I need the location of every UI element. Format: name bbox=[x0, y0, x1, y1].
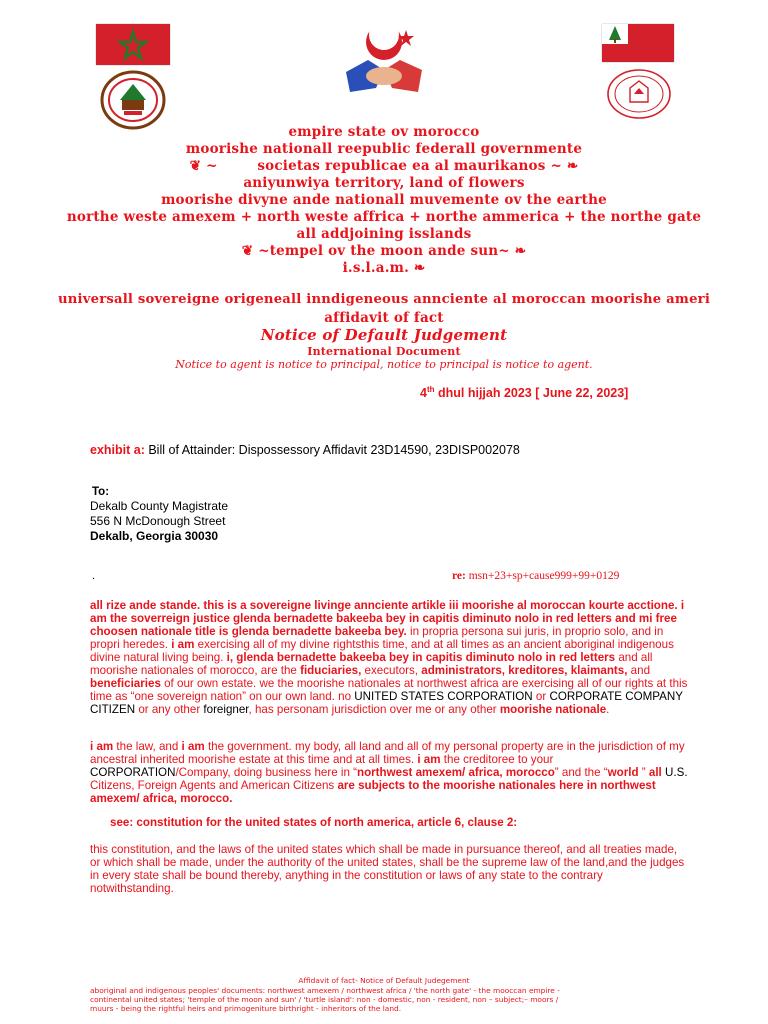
p1-b7: moorishe nationale bbox=[496, 703, 607, 716]
address-line-3: Dekalb, Georgia 30030 bbox=[90, 529, 219, 543]
p1-b1: all rize ande stande. this is a sovereigne livinge annciente artikle iii moorishe al moroccan kourte acctione. i am the soverreign justice glenda bernadette bakeeba bey in capitis diminuto nolo in red letters and mi free choosen nationale title is glenda bernadette bakeeba bey. bbox=[90, 599, 685, 638]
re-dot: . bbox=[92, 570, 96, 582]
footer-title: Affidavit of fact- Notice of Default Judegement bbox=[298, 976, 470, 985]
p1-b6: beneficiaries bbox=[90, 677, 161, 690]
p1-n4: executors, bbox=[361, 664, 419, 677]
footer-line-1: aboriginal and indigenous peoples' documents: northwest amexem / northwest africa / 'the north gate' - the mooccan empire - bbox=[90, 986, 560, 995]
p1-n5: and bbox=[627, 664, 651, 677]
header-line-7: all addjoining isslands bbox=[296, 226, 472, 242]
p1-k1: UNITED STATES CORPORATION bbox=[354, 690, 533, 703]
p2-b2: i am bbox=[181, 740, 205, 753]
header-line-2: moorishe nationall reepublic federall governmente bbox=[185, 141, 583, 157]
address-line-1: Dekalb County Magistrate bbox=[90, 499, 229, 513]
p1-n9: , has personam jurisdiction over me or any other bbox=[248, 703, 497, 716]
p2-k1: CORPORATION bbox=[90, 766, 176, 779]
tangier-flag bbox=[602, 24, 674, 62]
footer-line-3: muurs - being the rightful heirs and primogeniture birthright - inheritors of the land. bbox=[90, 1004, 402, 1013]
address-line-2: 556 N McDonough Street bbox=[90, 514, 226, 528]
see-constitution: see: constitution for the united states of north america, article 6, clause 2: bbox=[110, 816, 518, 829]
exhibit-label: exhibit a: bbox=[90, 443, 145, 457]
date-day: 4 bbox=[420, 386, 427, 401]
crescent-handshake-emblem bbox=[338, 20, 430, 98]
exhibit-line bbox=[90, 443, 520, 457]
tempel-text: ~tempel ov the moon ande sun~ bbox=[258, 243, 510, 259]
paragraph-2 bbox=[90, 740, 688, 805]
p1-n2: exercising all of my divine rightsthis time, and at all times as an ancient aboriginal indigenous divine natural living being. bbox=[90, 638, 674, 664]
sovereign-line: universall sovereigne origeneall inndigeneous annciente al moroccan moorishe ameri bbox=[57, 292, 711, 307]
left-seal bbox=[100, 70, 166, 130]
p1-b4: fiduciaries, bbox=[296, 664, 362, 677]
p2-b3: i am bbox=[414, 753, 441, 766]
p2-n1: the law, and bbox=[113, 740, 182, 753]
p1-n10: . bbox=[606, 703, 610, 716]
ornament-left: ❦ ~ bbox=[189, 158, 218, 174]
morocco-flag bbox=[96, 24, 170, 65]
p2-b1: i am bbox=[90, 740, 114, 753]
re-line bbox=[452, 570, 619, 582]
p1-n8: or any other bbox=[135, 703, 204, 716]
p2-b4: northwest amexem/ africa, morocco bbox=[356, 766, 555, 779]
p1-n6: of our own estate. we the moorishe nationales at northwest africa are exercising all of our rights at this time as “one sovereign nation” on our own land. no bbox=[90, 677, 688, 703]
address-to: To: bbox=[92, 486, 110, 498]
p2-b6: all bbox=[648, 766, 662, 779]
p1-k2: CORPORATE COMPANY CITIZEN bbox=[90, 690, 683, 716]
re-label: re: bbox=[452, 570, 466, 582]
re-value: msn+23+sp+cause999+99+0129 bbox=[465, 570, 620, 582]
header-line-6: northe weste amexem + north weste affrica + northe ammerica + the northe gate bbox=[66, 209, 702, 225]
header-line-9 bbox=[0, 260, 768, 276]
p1-k3: foreigner bbox=[203, 703, 249, 716]
paragraph-1 bbox=[90, 599, 688, 716]
agent-notice: Notice to agent is notice to principal, notice to principal is notice to agent. bbox=[175, 358, 593, 371]
ornament-right: ~ ❧ bbox=[550, 158, 579, 174]
date-rest: dhul hijjah 2023 [ June 22, 2023] bbox=[434, 386, 629, 401]
p1-n1: in propria persona sui juris, in proprio solo, and in propri heredes. bbox=[90, 625, 664, 651]
p2-n4: /Company, doing business here in “ bbox=[175, 766, 357, 779]
p2-n6: ” bbox=[638, 766, 649, 779]
p1-b2: i am bbox=[167, 638, 195, 651]
p2-k2: U.S. bbox=[661, 766, 688, 779]
p1-n7: or bbox=[532, 690, 550, 703]
islam-text: i.s.l.a.m. bbox=[342, 260, 409, 276]
notice-title: Notice of Default Judgement bbox=[260, 326, 508, 344]
header-line-8 bbox=[0, 243, 768, 259]
ornament-left-2: ❦ bbox=[241, 243, 259, 259]
p2-n7: Citizens, Foreign Agents and American Citizens bbox=[90, 779, 335, 792]
p2-b7: are subjects to the moorishe nationales here in northwest amexem/ africa, morocco. bbox=[90, 779, 656, 805]
ornament-right-3: ❧ bbox=[408, 260, 426, 276]
paragraph-3: this constitution, and the laws of the united states which shall be made in pursuance thereof, and all treaties made, or which shall be made, under the authority of the united states, shall be the supreme law of the land,and the judges in every state shall be bound thereby, anything in the constitution or laws of any state to the contrary notwithstanding. bbox=[90, 843, 685, 895]
societas-text: societas republicae ea al maurikanos bbox=[257, 158, 546, 174]
header-line-5: moorishe divyne ande nationall muvemente ov the earthe bbox=[161, 192, 607, 208]
document-date bbox=[420, 385, 628, 400]
p1-b5: administrators, kreditores, klaimants, bbox=[418, 664, 628, 677]
p1-n3: and all moorishe nationales of morocco, are the bbox=[90, 651, 653, 677]
p1-b3: i, glenda bernadette bakeeba bey in capitis diminuto nolo in red letters bbox=[223, 651, 616, 664]
right-seal bbox=[606, 68, 672, 120]
footer-line-2: continental united states; 'temple of the moon and sun' / 'turtle island': non - domestic, non - resident, non – subject;– moors / bbox=[90, 995, 559, 1004]
p2-b5: world bbox=[607, 766, 639, 779]
affidavit-title: affidavit of fact bbox=[324, 310, 444, 326]
p2-n3: the creditoree to your bbox=[440, 753, 554, 766]
header-line-1: empire state ov morocco bbox=[288, 124, 480, 140]
p2-n5: ” and the “ bbox=[554, 766, 608, 779]
ornament-right-2: ❧ bbox=[509, 243, 527, 259]
date-suffix: th bbox=[426, 385, 435, 394]
international-document: International Document bbox=[307, 345, 461, 358]
header-line-4: aniyunwiya territory, land of flowers bbox=[243, 175, 525, 191]
p2-n2: the government. my body, all land and all of my personal property are in the jurisdiction of my ancestral inherited moorishe estate at this time and at all times. bbox=[90, 740, 685, 766]
header-line-3 bbox=[0, 158, 768, 174]
exhibit-text: Bill of Attainder: Dispossessory Affidavit 23D14590, 23DISP002078 bbox=[144, 443, 520, 457]
